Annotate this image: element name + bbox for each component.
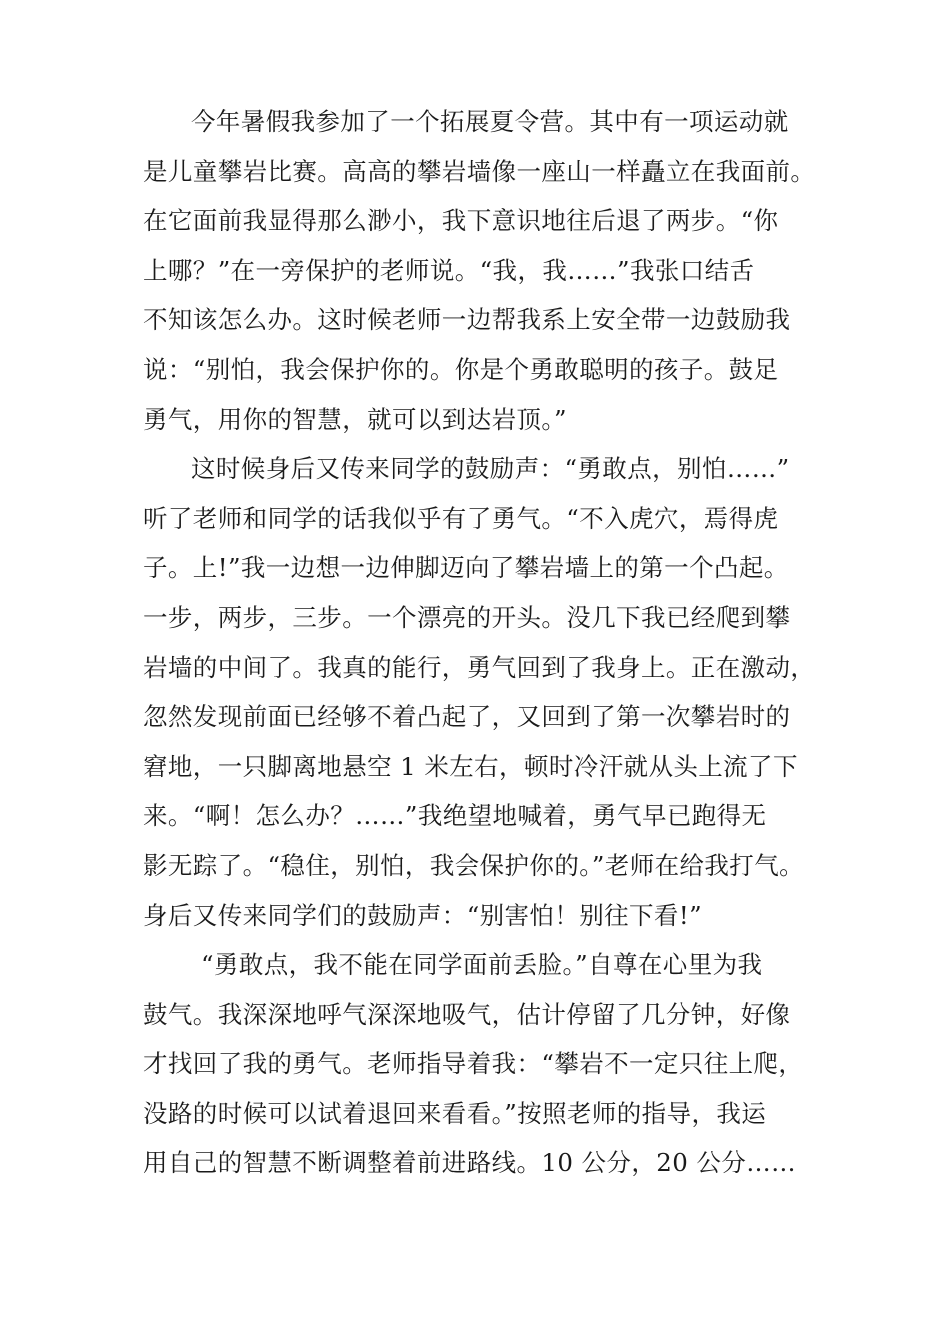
text-line: 没路的时候可以试着退回来看看。”按照老师的指导，我运 — [143, 1098, 767, 1128]
text-line: 用自己的智慧不断调整着前进路线。10 公分，20 公分…… — [143, 1148, 797, 1178]
text-line: 身后又传来同学们的鼓励声：“别害怕！别往下看!” — [143, 900, 702, 930]
text-line: 今年暑假我参加了一个拓展夏令营。其中有一项运动就 — [191, 107, 789, 136]
text-line: 听了老师和同学的话我似乎有了勇气。“不入虎穴，焉得虎 — [143, 503, 779, 533]
text-line: 才找回了我的勇气。老师指导着我：“攀岩不一定只往上爬， — [143, 1049, 804, 1079]
text-line: 不知该怎么办。这时候老师一边帮我系上安全带一边鼓励我 — [143, 305, 791, 335]
text-line: 是儿童攀岩比赛。高高的攀岩墙像一座山一样矗立在我面前。 — [143, 156, 816, 186]
text-line: 这时候身后又传来同学的鼓励声：“勇敢点，别怕……” — [191, 454, 790, 484]
text-line: 一步，两步，三步。一个漂亮的开头。没几下我已经爬到攀 — [143, 602, 791, 632]
text-line: 说：“别怕，我会保护你的。你是个勇敢聪明的孩子。鼓足 — [143, 354, 779, 384]
text-line: 岩墙的中间了。我真的能行，勇气回到了我身上。正在激动， — [143, 652, 816, 682]
text-line: 上哪？”在一旁保护的老师说。“我，我……”我张口结舌 — [143, 255, 755, 285]
text-line: 勇气，用你的智慧，就可以到达岩顶。” — [143, 404, 567, 434]
text-line: “勇敢点，我不能在同学面前丢脸。”自尊在心里为我 — [201, 950, 763, 980]
text-line: 影无踪了。“稳住，别怕，我会保护你的。”老师在给我打气。 — [143, 850, 804, 880]
text-line: 忽然发现前面已经够不着凸起了，又回到了第一次攀岩时的 — [143, 702, 791, 732]
text-line: 窘地，一只脚离地悬空 1 米左右，顿时冷汗就从头上流了下 — [143, 751, 798, 781]
essay-body — [143, 97, 833, 1188]
text-line: 在它面前我显得那么渺小，我下意识地往后退了两步。“你 — [143, 206, 779, 236]
text-line: 来。“啊！怎么办？……”我绝望地喊着，勇气早已跑得无 — [143, 801, 767, 831]
text-line: 子。上!”我一边想一边伸脚迈向了攀岩墙上的第一个凸起。 — [143, 553, 789, 583]
text-line: 鼓气。我深深地呼气深深地吸气，估计停留了几分钟，好像 — [143, 999, 791, 1029]
